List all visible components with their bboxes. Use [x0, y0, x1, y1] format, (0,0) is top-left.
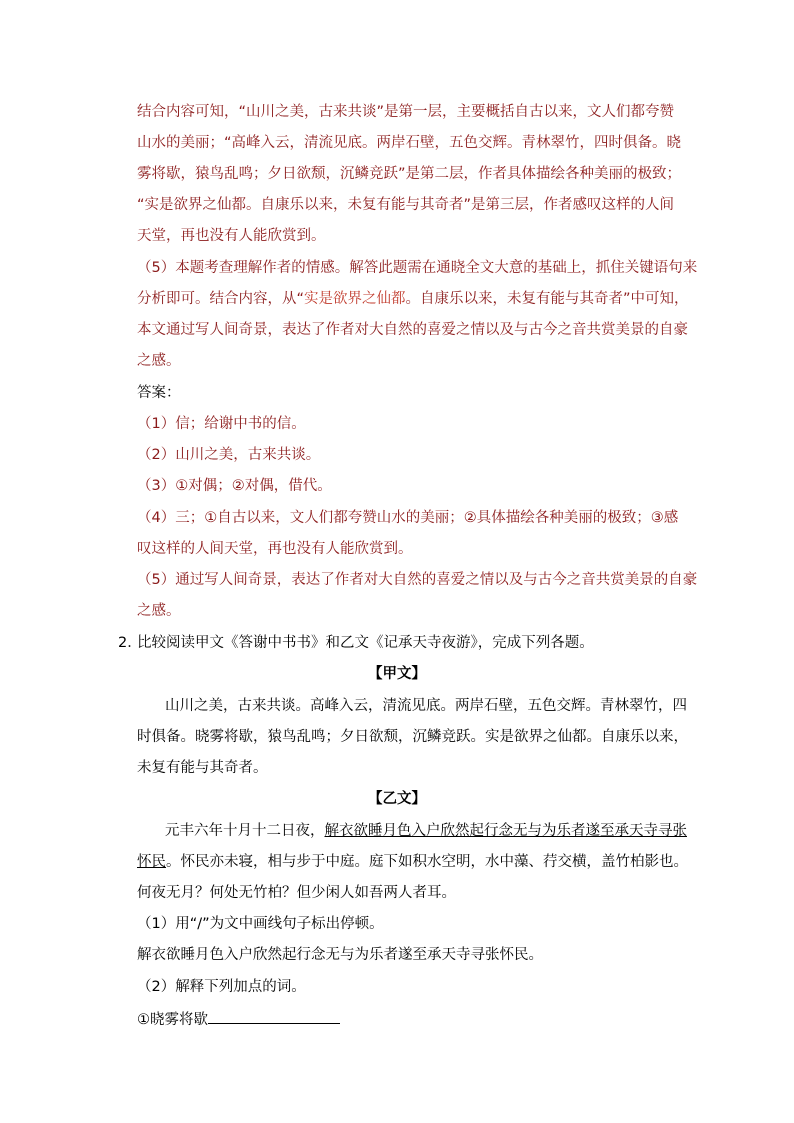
analysis-line-5: 天堂，再也没有人能欣赏到。	[137, 228, 326, 244]
yi-line-2	[137, 852, 688, 872]
yi-underlined-sentence-2: 怀民	[137, 854, 166, 870]
yi-underlined-sentence-1: 解衣欲睡月色入户欣然起行念无与为乐者遂至承天寺寻张	[324, 823, 687, 839]
answers-label: 答案：	[137, 385, 181, 401]
q5-line-2a: 分析即可。结合内容，从“	[137, 291, 305, 307]
answer-1: （1）信；给谢中书的信。	[137, 416, 306, 432]
answer-5-line-1: （5）通过写人间奇景，表达了作者对大自然的喜爱之情以及与古今之音共赏美景的自豪	[137, 572, 698, 588]
answer-2: （2）山川之美，古来共谈。	[137, 447, 321, 463]
q5-line-1: （5）本题考查理解作者的情感。解答此题需在通晓全文大意的基础上，抓住关键语句来	[137, 260, 698, 276]
jia-line-2: 时俱备。晓雾将歇，猿鸟乱鸣；夕日欲颓，沉鳞竞跃。实是欲界之仙都。自康乐以来，	[137, 729, 688, 745]
analysis-line-2: 山水的美丽；“高峰入云，清流见底。两岸石壁，五色交辉。青林翠竹，四时俱备。晓	[137, 135, 682, 151]
q5-line-2	[137, 289, 689, 309]
analysis-line-4: “实是欲界之仙都。自康乐以来，未复有能与其奇者”是第三层，作者感叹这样的人间	[137, 197, 675, 213]
jia-title: 【甲文】	[368, 666, 426, 682]
question-2-prompt: 比较阅读甲文《答谢中书书》和乙文《记承天寺夜游》，完成下列各题。	[137, 635, 594, 651]
q5-line-4: 之感。	[137, 353, 181, 369]
answer-4-line-2: 叹这样的人间天堂，再也没有人能欣赏到。	[137, 541, 413, 557]
answer-3: （3）①对偶；②对偶，借代。	[137, 478, 332, 494]
yi-line-1	[165, 821, 705, 841]
q5-line-3: 本文通过写人间奇景，表达了作者对大自然的喜爱之情以及与古今之音共赏美景的自豪	[137, 322, 688, 338]
sub-question-1: （1）用“/”为文中画线句子标出停顿。	[137, 916, 384, 932]
sub-question-2: （2）解释下列加点的词。	[137, 979, 306, 995]
question-2-number: 2．	[118, 635, 142, 651]
jia-line-1: 山川之美，古来共谈。高峰入云，清流见底。两岸石壁，五色交辉。青林翠竹，四	[165, 698, 687, 714]
jia-line-3: 未复有能与其奇者。	[137, 760, 268, 776]
q5-quote: 实是欲界之仙都	[304, 291, 406, 307]
item-1-text: ①晓雾将歇	[137, 1012, 208, 1028]
yi-line-3: 何夜无月？何处无竹柏？但少闲人如吾两人者耳。	[137, 885, 456, 901]
answer-4-line-1: （4）三；①自古以来，文人们都夸赞山水的美丽；②具体描绘各种美丽的极致；③感	[137, 510, 679, 526]
yi-title: 【乙文】	[368, 791, 426, 807]
sub-question-1-sentence: 解衣欲睡月色入户欣然起行念无与为乐者遂至承天寺寻张怀民。	[137, 947, 543, 963]
answer-blank[interactable]	[208, 1009, 340, 1024]
analysis-line-3: 雾将歇，猿鸟乱鸣；夕日欲颓，沉鳞竞跃”是第二层，作者具体描绘各种美丽的极致；	[137, 166, 682, 182]
analysis-line-1: 结合内容可知，“山川之美，古来共谈”是第一层，主要概括自古以来，文人们都夸赞	[137, 104, 675, 120]
q5-line-2b: 。自康乐以来，未复有能与其奇者”中可知，	[405, 291, 689, 307]
sub-question-2-item-1	[137, 1009, 677, 1030]
yi-line-1a: 元丰六年十月十二日夜，	[165, 823, 325, 839]
yi-line-2b: 。怀民亦未寝，相与步于中庭。庭下如积水空明，水中藻、荇交横，盖竹柏影也。	[166, 854, 688, 870]
answer-5-line-2: 之感。	[137, 603, 181, 619]
